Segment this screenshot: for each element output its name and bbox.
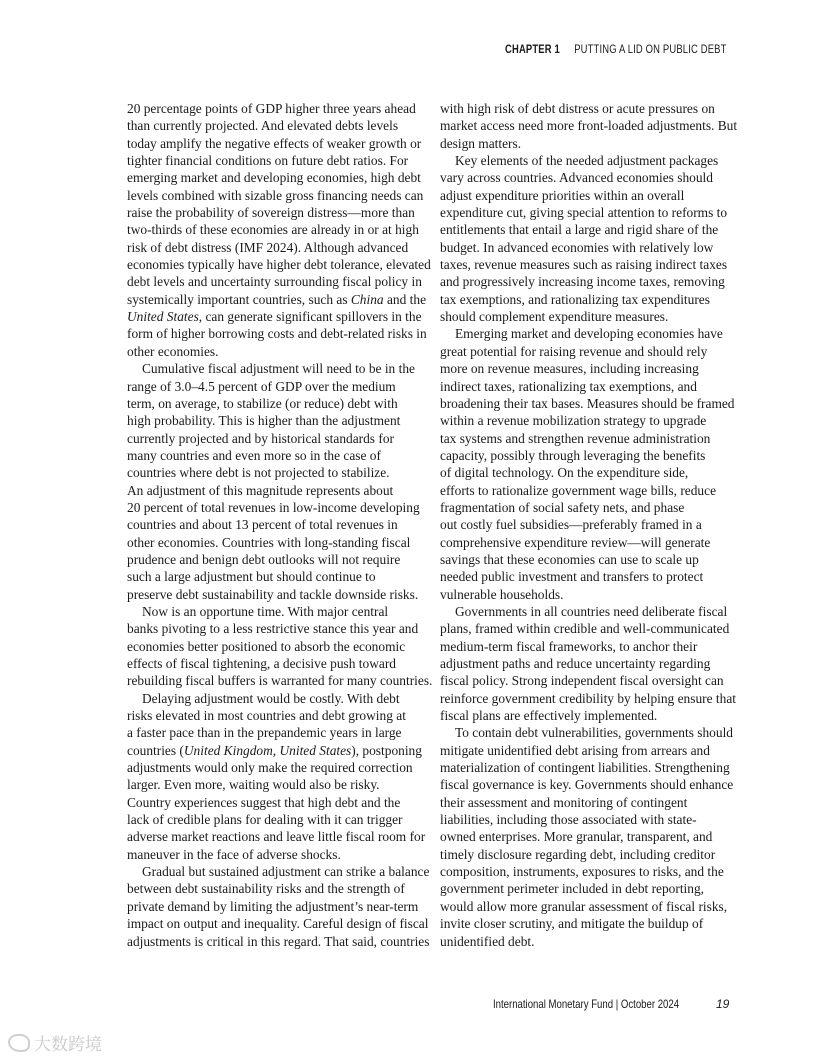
italic-country-name: United States bbox=[127, 309, 199, 325]
text-line: 20 percentage points of GDP higher three years ahead bbox=[127, 101, 416, 116]
text-line: savings that these economies can use to scale up bbox=[440, 551, 699, 567]
text-line: owned enterprises. More granular, transparent, and bbox=[440, 829, 713, 845]
text-line: adjustment paths and reduce uncertainty regarding bbox=[440, 656, 711, 671]
text-line: An adjustment of this magnitude represents about bbox=[127, 482, 394, 498]
watermark bbox=[8, 1030, 102, 1055]
footer-source: International Monetary Fund | October 2024 bbox=[493, 997, 680, 1011]
text-line: capacity, possibly through leveraging the benefits bbox=[440, 447, 706, 463]
text-line: rebuilding fiscal buffers is warranted for many countries. bbox=[127, 673, 433, 689]
paragraph bbox=[440, 100, 740, 152]
text-line: 20 percent of total revenues in low-income developing bbox=[127, 499, 420, 515]
text-line: fragmentation of social safety nets, and phase bbox=[440, 499, 685, 515]
text-line: mitigate unidentified debt arising from arrears and bbox=[440, 742, 710, 758]
text-line bbox=[127, 291, 427, 308]
text-segment: , can generate significant spillovers in the bbox=[198, 309, 422, 325]
italic-country-name: United Kingdom, United States bbox=[183, 742, 352, 758]
paragraph bbox=[127, 690, 427, 863]
text-line bbox=[127, 742, 427, 759]
paragraph bbox=[440, 325, 740, 603]
text-line: comprehensive expenditure review—will generate bbox=[440, 534, 711, 550]
watermark-logo-icon bbox=[8, 1034, 30, 1052]
text-line: vulnerable households. bbox=[440, 586, 564, 602]
text-line: market access need more front-loaded adjustments. But bbox=[440, 118, 738, 134]
text-line: range of 3.0–4.5 percent of GDP over the medium bbox=[127, 378, 396, 394]
text-segment: and the bbox=[383, 291, 427, 307]
text-line: Key elements of the needed adjustment packages bbox=[455, 153, 719, 169]
paragraph bbox=[127, 863, 430, 950]
text-line: government perimeter included in debt reporting, bbox=[440, 881, 705, 897]
text-line: out costly fuel subsidies—preferably framed in a bbox=[440, 517, 702, 533]
text-line: should complement expenditure measures. bbox=[440, 309, 669, 325]
text-line: effects of fiscal tightening, a decisive push toward bbox=[127, 656, 396, 671]
left-text-column bbox=[127, 100, 433, 950]
text-line: such a large adjustment but should continue to bbox=[127, 569, 376, 585]
text-line: term, on average, to stabilize (or reduce) debt with bbox=[127, 395, 398, 411]
text-line: within a revenue mobilization strategy to upgrade bbox=[440, 413, 707, 429]
text-line: countries and about 13 percent of total revenues in bbox=[127, 517, 398, 533]
text-line bbox=[127, 308, 427, 325]
text-line: adjustments would only make the required correction bbox=[127, 760, 413, 776]
right-text-column bbox=[440, 100, 740, 950]
text-line: raise the probability of sovereign distress—more than bbox=[127, 205, 415, 221]
chapter-title: PUTTING A LID ON PUBLIC DEBT bbox=[574, 44, 727, 56]
text-line: design matters. bbox=[440, 135, 522, 151]
text-line: tax exemptions, and rationalizing tax expenditures bbox=[440, 291, 710, 307]
paragraph bbox=[440, 603, 740, 724]
text-line: maneuver in the face of adverse shocks. bbox=[127, 846, 341, 862]
text-line: two-thirds of these economies are already in or at high bbox=[127, 222, 419, 238]
text-line: tighter financial conditions on future debt ratios. For bbox=[127, 153, 409, 169]
text-line: Emerging market and developing economies have bbox=[455, 326, 723, 342]
text-line: composition, instruments, exposures to risks, and the bbox=[440, 864, 724, 880]
text-line: of digital technology. On the expenditure side, bbox=[440, 465, 689, 481]
text-line: entitlements that entail a large and rigid share of the bbox=[440, 222, 719, 238]
text-line: fiscal plans are effectively implemented. bbox=[440, 708, 658, 724]
text-line: fiscal policy. Strong independent fiscal oversight can bbox=[440, 673, 724, 689]
text-line: timely disclosure regarding debt, including creditor bbox=[440, 846, 716, 862]
text-line: and progressively increasing income taxes, removing bbox=[440, 274, 725, 290]
text-line: needed public investment and transfers to protect bbox=[440, 569, 704, 585]
text-line: lack of credible plans for dealing with it can trigger bbox=[127, 812, 403, 828]
text-line: reinforce government credibility by helping ensure that bbox=[440, 690, 736, 706]
text-line: impact on output and inequality. Careful design of fiscal bbox=[127, 916, 429, 932]
text-segment: countries ( bbox=[127, 742, 184, 758]
text-line: debt levels and uncertainty surrounding fiscal policy in bbox=[127, 274, 422, 290]
text-line: materialization of contingent liabilities. Strengthening bbox=[440, 760, 730, 776]
text-line: great potential for raising revenue and should rely bbox=[440, 343, 708, 359]
paragraph bbox=[440, 152, 740, 325]
text-line: between debt sustainability risks and the strength of bbox=[127, 881, 405, 897]
text-line: broadening their tax bases. Measures should be framed bbox=[440, 395, 735, 411]
chapter-label: CHAPTER 1 bbox=[505, 44, 560, 56]
text-line: economies typically have higher debt tolerance, elevated bbox=[127, 257, 431, 273]
text-line: today amplify the negative effects of weaker growth or bbox=[127, 135, 422, 151]
text-line: preserve debt sustainability and tackle downside risks. bbox=[127, 586, 419, 602]
text-segment: ), postponing bbox=[351, 742, 422, 758]
text-line: would allow more granular assessment of fiscal risks, bbox=[440, 898, 728, 914]
paragraph bbox=[127, 603, 433, 690]
text-line: risk of debt distress (IMF 2024). Although advanced bbox=[127, 239, 409, 255]
text-line: efforts to rationalize government wage bills, reduce bbox=[440, 482, 717, 498]
text-line: form of higher borrowing costs and debt-related risks in bbox=[127, 326, 427, 342]
text-line: than currently projected. And elevated debts levels bbox=[127, 118, 399, 134]
text-line: adverse market reactions and leave little fiscal room for bbox=[127, 829, 426, 845]
text-line: other economies. bbox=[127, 343, 219, 359]
italic-country-name: China bbox=[350, 291, 384, 307]
text-line: Now is an opportune time. With major central bbox=[142, 603, 389, 619]
text-line: emerging market and developing economies, high debt bbox=[127, 170, 421, 186]
text-line: To contain debt vulnerabilities, governments should bbox=[455, 725, 733, 741]
text-line: taxes, revenue measures such as raising indirect taxes bbox=[440, 257, 728, 273]
text-line: budget. In advanced economies with relatively low bbox=[440, 239, 714, 255]
paragraph bbox=[127, 100, 431, 360]
text-line: unidentified debt. bbox=[440, 933, 535, 949]
text-line: banks pivoting to a less restrictive stance this year and bbox=[127, 621, 419, 637]
text-line: currently projected and by historical standards for bbox=[127, 430, 394, 446]
text-line: adjust expenditure priorities within an overall bbox=[440, 187, 685, 203]
text-line: high probability. This is higher than the adjustment bbox=[127, 413, 401, 429]
text-line: medium-term fiscal frameworks, to anchor their bbox=[440, 638, 698, 654]
paragraph bbox=[127, 360, 427, 603]
text-line: many countries and even more so in the case of bbox=[127, 447, 381, 463]
text-line: other economies. Countries with long-standing fiscal bbox=[127, 534, 411, 550]
text-line: more on revenue measures, including increasing bbox=[440, 361, 699, 377]
text-line: Cumulative fiscal adjustment will need to be in the bbox=[142, 361, 415, 377]
text-line: prudence and benign debt outlooks will not require bbox=[127, 551, 401, 567]
text-line: vary across countries. Advanced economies should bbox=[440, 170, 713, 186]
text-line: with high risk of debt distress or acute pressures on bbox=[440, 101, 715, 116]
text-line: liabilities, including those associated with state- bbox=[440, 812, 697, 828]
text-line: Gradual but sustained adjustment can strike a balance bbox=[142, 864, 430, 880]
text-line: tax systems and strengthen revenue administration bbox=[440, 430, 711, 446]
text-line: economies better positioned to absorb the economic bbox=[127, 638, 406, 654]
text-line: expenditure cut, giving special attention to reforms to bbox=[440, 205, 728, 221]
text-line: plans, framed within credible and well-communicated bbox=[440, 621, 730, 637]
text-line: adjustments is critical in this regard. That said, countries bbox=[127, 933, 430, 949]
running-header bbox=[505, 44, 727, 56]
paragraph bbox=[440, 724, 740, 949]
text-line: levels combined with sizable gross financing needs can bbox=[127, 187, 424, 203]
text-line: their assessment and monitoring of contingent bbox=[440, 794, 688, 810]
text-line: Country experiences suggest that high debt and the bbox=[127, 794, 401, 810]
text-segment: systemically important countries, such as bbox=[127, 291, 351, 307]
text-line: invite closer scrutiny, and mitigate the buildup of bbox=[440, 916, 704, 932]
text-line: Delaying adjustment would be costly. With debt bbox=[142, 690, 400, 706]
text-line: indirect taxes, rationalizing tax exemptions, and bbox=[440, 378, 697, 394]
text-line: private demand by limiting the adjustment’s near-term bbox=[127, 898, 419, 914]
text-line: fiscal governance is key. Governments should enhance bbox=[440, 777, 734, 793]
text-line: countries where debt is not projected to stabilize. bbox=[127, 465, 390, 481]
text-line: risks elevated in most countries and debt growing at bbox=[127, 708, 406, 724]
text-line: larger. Even more, waiting would also be risky. bbox=[127, 777, 380, 793]
text-line: a faster pace than in the prepandemic years in large bbox=[127, 725, 402, 741]
page-number: 19 bbox=[716, 997, 730, 1011]
watermark-text: 大数跨境 bbox=[34, 1035, 102, 1055]
text-line: Governments in all countries need deliberate fiscal bbox=[455, 603, 728, 619]
